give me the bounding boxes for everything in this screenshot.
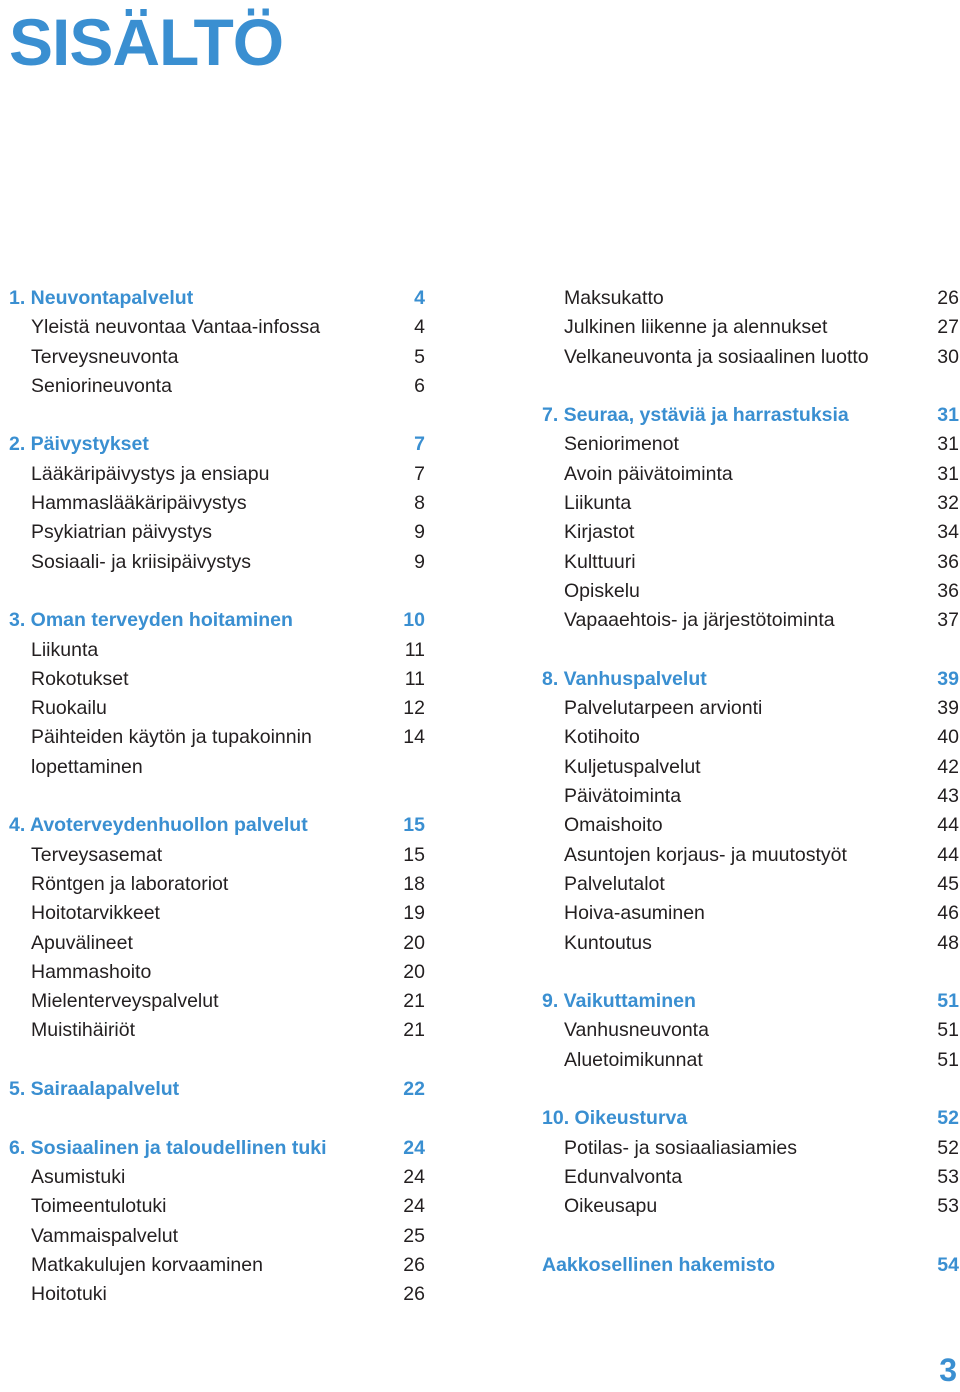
toc-entry-label: Hammashoito bbox=[31, 960, 152, 983]
toc-entry-seniorimenot[interactable] bbox=[542, 430, 959, 459]
toc-entry-page: 11 bbox=[404, 667, 425, 690]
toc-entry-label: Muistihäiriöt bbox=[31, 1019, 136, 1042]
toc-entry-label: Terveysneuvonta bbox=[31, 345, 179, 368]
toc-section bbox=[542, 987, 959, 1075]
toc-entry-label: Ruokailu bbox=[31, 697, 107, 720]
toc-entry-asumistuki[interactable] bbox=[9, 1163, 425, 1192]
toc-entry-hammaslaakaripaivystys[interactable] bbox=[9, 489, 425, 518]
toc-entry-label: Asuntojen korjaus- ja muutostyöt bbox=[564, 843, 847, 866]
page-number: 3 bbox=[939, 1352, 957, 1388]
toc-entry-label: Vapaaehtois- ja järjestötoiminta bbox=[564, 609, 835, 632]
toc-entry-page: 42 bbox=[937, 755, 959, 778]
toc-entry-psykiatrian-paivystys[interactable] bbox=[9, 518, 425, 547]
toc-entry-page: 11 bbox=[404, 638, 425, 661]
page-title: SISÄLTÖ bbox=[9, 5, 284, 79]
toc-entry-label: Opiskelu bbox=[564, 579, 640, 602]
toc-entry-label: Mielenterveyspalvelut bbox=[31, 990, 219, 1013]
toc-heading-6-sosiaalinen-ja-taloudellinen-tuki[interactable] bbox=[9, 1134, 425, 1163]
toc-entry-page: 6 bbox=[414, 374, 425, 397]
toc-entry-page: 46 bbox=[937, 902, 959, 925]
toc-entry-kulttuuri[interactable] bbox=[542, 548, 959, 577]
toc-entry-label: Edunvalvonta bbox=[564, 1165, 683, 1188]
toc-entry-ruokailu[interactable] bbox=[9, 694, 425, 723]
toc-entry-matkakulujen-korvaaminen[interactable] bbox=[9, 1251, 425, 1280]
toc-heading-label: 8. Vanhuspalvelut bbox=[542, 667, 707, 690]
toc-heading-page: 54 bbox=[937, 1253, 959, 1276]
toc-entry-page: 31 bbox=[937, 433, 959, 456]
toc-heading-label: 7. Seuraa, ystäviä ja harrastuksia bbox=[542, 404, 849, 427]
toc-heading-page: 15 bbox=[403, 814, 425, 837]
toc-section bbox=[9, 1134, 425, 1310]
toc-entry-avoin-paivatoiminta[interactable] bbox=[542, 460, 959, 489]
toc-section bbox=[542, 401, 959, 635]
toc-entry-label: Psykiatrian päivystys bbox=[31, 521, 212, 544]
toc-section bbox=[542, 284, 959, 372]
toc-entry-velkaneuvonta-ja-sosiaalinen-luotto[interactable] bbox=[542, 343, 959, 372]
toc-entry-page: 5 bbox=[414, 345, 425, 368]
toc-entry-kuntoutus[interactable] bbox=[542, 929, 959, 958]
toc-entry-label: Vanhusneuvonta bbox=[564, 1019, 709, 1042]
toc-entry-page: 34 bbox=[937, 521, 959, 544]
toc-heading-5-sairaalapalvelut[interactable] bbox=[9, 1075, 425, 1104]
toc-entry-label: Päihteiden käytön ja tupakoinnin lopettaminen bbox=[31, 726, 312, 778]
toc-entry-page: 31 bbox=[937, 462, 959, 485]
toc-entry-hoitotarvikkeet[interactable] bbox=[9, 899, 425, 928]
toc-section bbox=[542, 1104, 959, 1221]
toc-heading-page: 4 bbox=[414, 287, 425, 309]
toc-heading-page: 7 bbox=[414, 433, 425, 456]
toc-entry-label: Matkakulujen korvaaminen bbox=[31, 1253, 263, 1276]
toc-entry-page: 27 bbox=[937, 316, 959, 339]
toc-heading-page: 52 bbox=[937, 1107, 959, 1130]
toc-entry-page: 7 bbox=[414, 462, 425, 485]
toc-entry-page: 9 bbox=[414, 521, 425, 544]
toc-heading-8-vanhuspalvelut[interactable] bbox=[542, 665, 959, 694]
toc-entry-page: 30 bbox=[937, 345, 959, 368]
toc-entry-page: 15 bbox=[403, 843, 425, 866]
toc-entry-label: Hoiva-asuminen bbox=[564, 902, 705, 925]
toc-entry-page: 20 bbox=[403, 931, 425, 954]
toc-entry-page: 32 bbox=[937, 492, 959, 515]
toc-entry-rokotukset[interactable] bbox=[9, 665, 425, 694]
toc-entry-label: Avoin päivätoiminta bbox=[564, 462, 733, 485]
toc-entry-page: 19 bbox=[403, 902, 425, 925]
toc-entry-label: Liikunta bbox=[31, 638, 99, 661]
toc-entry-page: 45 bbox=[937, 872, 959, 895]
toc-entry-label: Röntgen ja laboratoriot bbox=[31, 872, 229, 895]
toc-entry-label: Kuljetuspalvelut bbox=[564, 755, 701, 778]
toc-entry-page: 44 bbox=[937, 843, 959, 866]
toc-entry-julkinen-liikenne-ja-alennukset[interactable] bbox=[542, 313, 959, 342]
toc-entry-label: Palvelutarpeen arvionti bbox=[564, 697, 763, 720]
toc-entry-rontgen-ja-laboratoriot[interactable] bbox=[9, 870, 425, 899]
toc-entry-hoitotuki[interactable] bbox=[9, 1280, 425, 1309]
toc-entry-page: 26 bbox=[937, 287, 959, 309]
toc-entry-page: 39 bbox=[937, 697, 959, 720]
toc-entry-hammashoito[interactable] bbox=[9, 958, 425, 987]
toc-entry-label: Sosiaali- ja kriisipäivystys bbox=[31, 550, 251, 573]
toc-heading-page: 22 bbox=[403, 1078, 425, 1101]
toc-section bbox=[542, 665, 959, 958]
toc-entry-page: 9 bbox=[414, 550, 425, 573]
toc-entry-label: Yleistä neuvontaa Vantaa-infossa bbox=[31, 316, 321, 339]
toc-heading-page: 51 bbox=[937, 990, 959, 1013]
toc-entry-page: 53 bbox=[937, 1195, 959, 1218]
toc-heading-label: 2. Päivystykset bbox=[9, 433, 149, 456]
toc-heading-label: 1. Neuvontapalvelut bbox=[9, 287, 194, 309]
toc-heading-10-oikeusturva[interactable] bbox=[542, 1104, 959, 1133]
toc-heading-label: 10. Oikeusturva bbox=[542, 1107, 688, 1130]
toc-heading-label: 5. Sairaalapalvelut bbox=[9, 1078, 180, 1101]
toc-entry-sosiaali-ja-kriisipaivystys[interactable] bbox=[9, 548, 425, 577]
toc-entry-terveysasemat[interactable] bbox=[9, 841, 425, 870]
toc-entry-label: Kulttuuri bbox=[564, 550, 636, 573]
toc-heading-7-seuraa-ystavia-ja-harrastuksia[interactable] bbox=[542, 401, 959, 430]
toc-section bbox=[9, 811, 425, 1045]
toc-entry-potilas-ja-sosiaaliasiamies[interactable] bbox=[542, 1134, 959, 1163]
toc-entry-page: 26 bbox=[403, 1283, 425, 1306]
toc-entry-aluetoimikunnat[interactable] bbox=[542, 1046, 959, 1075]
toc-entry-hoiva-asuminen[interactable] bbox=[542, 899, 959, 928]
toc-entry-label: Aluetoimikunnat bbox=[564, 1048, 703, 1071]
toc-entry-page: 51 bbox=[937, 1019, 959, 1042]
toc-entry-page: 14 bbox=[403, 726, 425, 749]
toc-entry-page: 36 bbox=[937, 579, 959, 602]
toc-right-column bbox=[542, 284, 959, 1309]
toc-entry-opiskelu[interactable] bbox=[542, 577, 959, 606]
toc-heading-aakkosellinen-hakemisto[interactable] bbox=[542, 1251, 959, 1280]
toc-entry-toimeentulotuki[interactable] bbox=[9, 1192, 425, 1221]
toc-section bbox=[9, 606, 425, 782]
toc-heading-label: Aakkosellinen hakemisto bbox=[542, 1253, 776, 1276]
toc-entry-page: 21 bbox=[403, 990, 425, 1013]
toc-entry-page: 20 bbox=[403, 960, 425, 983]
toc-entry-laakaripaivystys-ja-ensiapu[interactable] bbox=[9, 460, 425, 489]
toc-entry-page: 48 bbox=[937, 931, 959, 954]
toc-entry-palvelutarpeen-arvionti[interactable] bbox=[542, 694, 959, 723]
toc-entry-label: Maksukatto bbox=[564, 287, 664, 309]
toc-heading-label: 4. Avoterveydenhuollon palvelut bbox=[9, 814, 308, 837]
toc-entry-page: 4 bbox=[414, 316, 425, 339]
toc-entry-vammaispalvelut[interactable] bbox=[9, 1222, 425, 1251]
toc-section bbox=[542, 1251, 959, 1280]
toc-entry-page: 18 bbox=[403, 872, 425, 895]
toc-entry-liikunta[interactable] bbox=[542, 489, 959, 518]
toc-entry-page: 12 bbox=[403, 697, 425, 720]
toc-entry-label: Kotihoito bbox=[564, 726, 640, 749]
toc-heading-9-vaikuttaminen[interactable] bbox=[542, 987, 959, 1016]
toc-entry-page: 44 bbox=[937, 814, 959, 837]
toc-entry-page: 24 bbox=[403, 1165, 425, 1188]
toc-section bbox=[9, 1075, 425, 1104]
toc-heading-page: 31 bbox=[937, 404, 959, 427]
toc-entry-paivatoiminta[interactable] bbox=[542, 782, 959, 811]
toc-entry-vapaaehtois-ja-jarjestotoiminta[interactable] bbox=[542, 606, 959, 635]
toc-entry-label: Seniorineuvonta bbox=[31, 374, 172, 397]
toc-heading-label: 9. Vaikuttaminen bbox=[542, 990, 696, 1013]
toc-entry-page: 53 bbox=[937, 1165, 959, 1188]
toc-entry-liikunta[interactable] bbox=[9, 636, 425, 665]
toc-entry-mielenterveyspalvelut[interactable] bbox=[9, 987, 425, 1016]
toc-entry-page: 52 bbox=[937, 1136, 959, 1159]
toc-section bbox=[9, 284, 425, 401]
toc-entry-label: Seniorimenot bbox=[564, 433, 679, 456]
toc-entry-page: 40 bbox=[937, 726, 959, 749]
toc-entry-label: Liikunta bbox=[564, 492, 632, 515]
toc-entry-label: Asumistuki bbox=[31, 1165, 126, 1188]
toc-entry-page: 8 bbox=[414, 492, 425, 515]
toc-entry-label: Terveysasemat bbox=[31, 843, 163, 866]
toc-entry-kuljetuspalvelut[interactable] bbox=[542, 753, 959, 782]
toc-heading-3-oman-terveyden-hoitaminen[interactable] bbox=[9, 606, 425, 635]
toc-entry-page: 25 bbox=[403, 1224, 425, 1247]
toc-entry-paihteiden-kayton-ja-tupakoinnin-lopettaminen[interactable] bbox=[9, 723, 425, 782]
toc-entry-label: Oikeusapu bbox=[564, 1195, 658, 1218]
toc-heading-page: 24 bbox=[403, 1136, 425, 1159]
toc-entry-label: Hoitotarvikkeet bbox=[31, 902, 160, 925]
toc-entry-kotihoito[interactable] bbox=[542, 723, 959, 752]
toc-entry-label: Lääkäripäivystys ja ensiapu bbox=[31, 462, 270, 485]
toc-heading-label: 3. Oman terveyden hoitaminen bbox=[9, 609, 293, 632]
toc-section bbox=[9, 430, 425, 576]
toc-entry-muistihairiot[interactable] bbox=[9, 1016, 425, 1045]
toc-entry-seniorineuvonta[interactable] bbox=[9, 372, 425, 401]
toc-entry-page: 43 bbox=[937, 785, 959, 808]
toc-entry-label: Vammaispalvelut bbox=[31, 1224, 179, 1247]
toc-entry-terveysneuvonta[interactable] bbox=[9, 343, 425, 372]
toc-entry-maksukatto[interactable] bbox=[542, 284, 959, 313]
toc-entry-label: Apuvälineet bbox=[31, 931, 133, 954]
toc-heading-page: 39 bbox=[937, 667, 959, 690]
toc-entry-label: Omaishoito bbox=[564, 814, 663, 837]
toc-heading-label: 6. Sosiaalinen ja taloudellinen tuki bbox=[9, 1136, 327, 1159]
toc-entry-page: 24 bbox=[403, 1195, 425, 1218]
toc-entry-page: 51 bbox=[937, 1048, 959, 1071]
toc-entry-page: 21 bbox=[403, 1019, 425, 1042]
toc-entry-page: 37 bbox=[937, 609, 959, 632]
toc-entry-oikeusapu[interactable] bbox=[542, 1192, 959, 1221]
toc-heading-1-neuvontapalvelut[interactable] bbox=[9, 284, 425, 313]
toc-entry-omaishoito[interactable] bbox=[542, 811, 959, 840]
toc-heading-4-avoterveydenhuollon-palvelut[interactable] bbox=[9, 811, 425, 840]
toc-entry-label: Hammaslääkäripäivystys bbox=[31, 492, 247, 515]
toc-heading-2-paivystykset[interactable] bbox=[9, 430, 425, 459]
toc-entry-label: Potilas- ja sosiaaliasiamies bbox=[564, 1136, 798, 1159]
toc-heading-page: 10 bbox=[403, 609, 425, 632]
toc-entry-edunvalvonta[interactable] bbox=[542, 1163, 959, 1192]
toc-entry-label: Hoitotuki bbox=[31, 1283, 107, 1306]
toc-left-column bbox=[9, 284, 425, 1339]
toc-entry-label: Velkaneuvonta ja sosiaalinen luotto bbox=[564, 345, 869, 368]
toc-entry-apuvalineet[interactable] bbox=[9, 929, 425, 958]
toc-entry-label: Päivätoiminta bbox=[564, 785, 682, 808]
toc-entry-page: 26 bbox=[403, 1253, 425, 1276]
toc-entry-page: 36 bbox=[937, 550, 959, 573]
toc-entry-label: Kuntoutus bbox=[564, 931, 652, 954]
toc-entry-asuntojen-korjaus-ja-muutostyot[interactable] bbox=[542, 841, 959, 870]
toc-entry-label: Kirjastot bbox=[564, 521, 635, 544]
toc-entry-label: Palvelutalot bbox=[564, 872, 665, 895]
toc-entry-kirjastot[interactable] bbox=[542, 518, 959, 547]
toc-entry-palvelutalot[interactable] bbox=[542, 870, 959, 899]
toc-entry-label: Julkinen liikenne ja alennukset bbox=[564, 316, 828, 339]
toc-entry-yleista-neuvontaa-vantaa-infossa[interactable] bbox=[9, 313, 425, 342]
toc-entry-vanhusneuvonta[interactable] bbox=[542, 1016, 959, 1045]
toc-entry-label: Toimeentulotuki bbox=[31, 1195, 167, 1218]
toc-entry-label: Rokotukset bbox=[31, 667, 129, 690]
